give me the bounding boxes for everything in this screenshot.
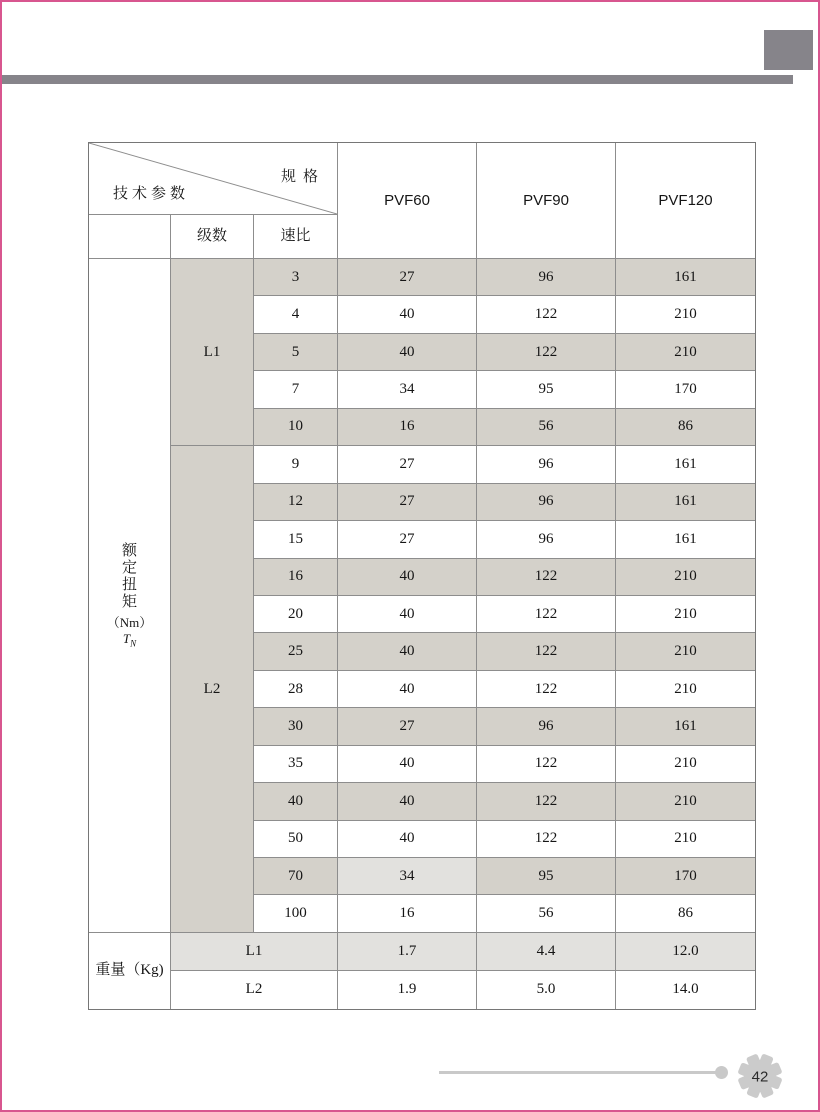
- torque-value-cell: 96: [477, 446, 616, 483]
- torque-value-cell: 161: [616, 708, 755, 745]
- torque-unit: （Nm）: [106, 614, 153, 630]
- ratio-cell: 5: [254, 334, 338, 371]
- torque-value-cell: 122: [477, 559, 616, 596]
- corner-label-tech-params: 技术参数: [113, 186, 190, 202]
- torque-value-cell: 27: [338, 521, 477, 558]
- torque-value-cell: 122: [477, 671, 616, 708]
- torque-value-cell: 210: [616, 783, 755, 820]
- stage-group-cell: L1: [171, 259, 254, 446]
- torque-value-cell: 27: [338, 708, 477, 745]
- footer-rule-dot: [715, 1066, 728, 1079]
- header-corner-block: [764, 30, 813, 70]
- ratio-cell: 70: [254, 858, 338, 895]
- torque-value-cell: 161: [616, 446, 755, 483]
- spec-table: [88, 142, 756, 1010]
- ratio-cell: 12: [254, 484, 338, 521]
- ratio-cell: 25: [254, 633, 338, 670]
- ratio-cell: 15: [254, 521, 338, 558]
- weight-value-cell: 5.0: [477, 971, 616, 1009]
- torque-value-cell: 210: [616, 633, 755, 670]
- torque-value-cell: 122: [477, 596, 616, 633]
- torque-value-cell: 27: [338, 484, 477, 521]
- ratio-cell: 40: [254, 783, 338, 820]
- corner-label-spec: 规格: [280, 169, 325, 185]
- torque-value-cell: 34: [338, 858, 477, 895]
- torque-value-cell: 96: [477, 484, 616, 521]
- torque-value-cell: 86: [616, 895, 755, 932]
- subheader-stage: 级数: [171, 215, 254, 259]
- torque-value-cell: 122: [477, 633, 616, 670]
- ratio-cell: 3: [254, 259, 338, 296]
- subheader-ratio: 速比: [254, 215, 338, 259]
- torque-value-cell: 96: [477, 259, 616, 296]
- torque-value-cell: 27: [338, 446, 477, 483]
- torque-value-cell: 96: [477, 708, 616, 745]
- table-corner-cell: [89, 143, 338, 215]
- ratio-cell: 35: [254, 746, 338, 783]
- torque-value-cell: 40: [338, 596, 477, 633]
- weight-value-cell: 12.0: [616, 933, 755, 971]
- empty-subheader-cell: [89, 215, 171, 259]
- page-number: 42: [751, 1068, 769, 1086]
- weight-value-cell: 14.0: [672, 981, 699, 998]
- ratio-cell: 4: [254, 296, 338, 333]
- ratio-cell: 20: [254, 596, 338, 633]
- torque-value-cell: 122: [477, 334, 616, 371]
- header-bar: [2, 75, 793, 84]
- weight-row-label-cell: 重量（Kg): [89, 933, 171, 1009]
- footer-rule: [439, 1071, 717, 1074]
- torque-value-cell: 122: [477, 783, 616, 820]
- torque-value-cell: 95: [477, 371, 616, 408]
- torque-value-cell: 95: [477, 858, 616, 895]
- torque-symbol: $T_N$: [122, 630, 137, 649]
- torque-value-cell: 86: [616, 409, 755, 446]
- ratio-cell: 9: [254, 446, 338, 483]
- torque-value-cell: 210: [616, 559, 755, 596]
- torque-value-cell: 40: [338, 821, 477, 858]
- torque-value-cell: 40: [338, 783, 477, 820]
- torque-value-cell: 56: [477, 409, 616, 446]
- torque-value-cell: 170: [616, 858, 755, 895]
- torque-value-cell: 161: [616, 484, 755, 521]
- torque-value-cell: 27: [338, 259, 477, 296]
- torque-value-cell: 210: [616, 596, 755, 633]
- torque-value-cell: 40: [338, 296, 477, 333]
- ratio-cell: 10: [254, 409, 338, 446]
- torque-value-cell: 96: [477, 521, 616, 558]
- col-header-pvf90: PVF90: [477, 143, 616, 259]
- torque-value-cell: 122: [477, 296, 616, 333]
- torque-value-cell: 170: [616, 371, 755, 408]
- torque-value-cell: 34: [338, 371, 477, 408]
- ratio-cell: 7: [254, 371, 338, 408]
- stage-group-cell: L2: [171, 446, 254, 933]
- ratio-cell: 50: [254, 821, 338, 858]
- torque-value-cell: 56: [477, 895, 616, 932]
- col-header-pvf60: PVF60: [338, 143, 477, 259]
- ratio-cell: 28: [254, 671, 338, 708]
- page-number-gear-icon: [735, 1051, 785, 1101]
- torque-value-cell: 16: [338, 409, 477, 446]
- weight-value-cell: 1.7: [338, 933, 477, 971]
- torque-value-cell: 40: [338, 746, 477, 783]
- col-header-pvf120: PVF120: [616, 143, 755, 259]
- torque-value-cell: 122: [477, 821, 616, 858]
- weight-stage-cell: L1: [171, 933, 338, 971]
- torque-value-cell: 16: [338, 895, 477, 932]
- torque-value-cell: 210: [616, 296, 755, 333]
- weight-value-cell: 4.4: [477, 933, 616, 971]
- torque-value-cell: 40: [338, 559, 477, 596]
- ratio-cell: 100: [254, 895, 338, 932]
- torque-row-label-cell: [89, 259, 171, 933]
- torque-value-cell: 210: [616, 334, 755, 371]
- ratio-cell: 30: [254, 708, 338, 745]
- torque-value-cell: 210: [616, 671, 755, 708]
- weight-value-cell: 1.9: [338, 971, 477, 1009]
- torque-value-cell: 161: [616, 521, 755, 558]
- torque-value-cell: 40: [338, 633, 477, 670]
- weight-stage-cell: L2: [171, 971, 338, 1009]
- torque-value-cell: 210: [616, 821, 755, 858]
- torque-value-cell: 210: [616, 746, 755, 783]
- torque-label-vertical: 额定扭矩: [121, 542, 137, 610]
- ratio-cell: 16: [254, 559, 338, 596]
- torque-value-cell: 40: [338, 671, 477, 708]
- torque-value-cell: 122: [477, 746, 616, 783]
- torque-value-cell: 161: [616, 259, 755, 296]
- torque-value-cell: 40: [338, 334, 477, 371]
